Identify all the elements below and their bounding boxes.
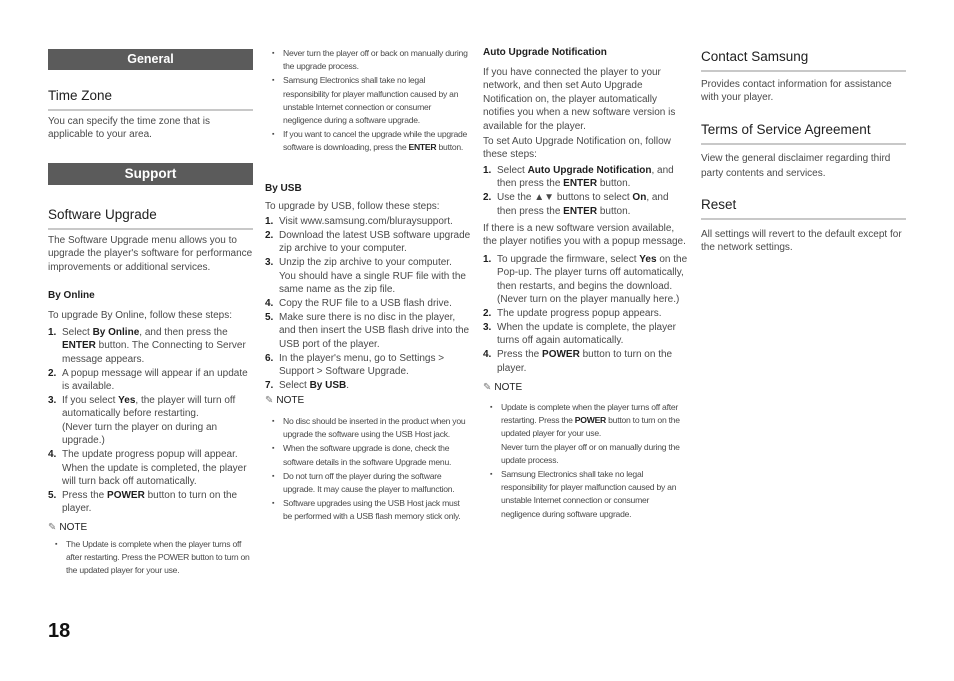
terms-of-service-body: View the general disclaimer regarding third party contents and services. <box>701 153 891 179</box>
bullet-icon: ▪ <box>490 404 493 411</box>
heading-software-upgrade: Software Upgrade <box>48 207 253 230</box>
list-item: 2. A popup message will appear if an update is available. <box>48 367 248 393</box>
note-heading: ✎ NOTE <box>483 382 523 393</box>
heading-reset: Reset <box>701 197 906 220</box>
list-item: ▪ Samsung Electronics shall take no legal responsibility for player malfunction caused by an unstable Internet connection or consumer negligence during a software upgrade. <box>272 75 459 126</box>
heading-auto-upgrade-notification: Auto Upgrade Notification <box>483 47 607 58</box>
pencil-icon: ✎ <box>265 395 274 406</box>
list-item: ▪ Software upgrades using the USB Host jack must be performed with a USB flash memory stick only. <box>272 498 461 522</box>
software-upgrade-body: The Software Upgrade menu allows you to upgrade the player's software for performance improvements or additional services. <box>48 235 253 273</box>
subheading-by-usb: By USB <box>265 183 302 194</box>
auto-upgrade-steps <box>483 164 689 219</box>
bullet-icon: ▪ <box>272 131 275 139</box>
list-item: ▪ Samsung Electronics shall take no legal responsibility for player malfunction caused by an unstable Internet connection or consumer negligence during software upgrade. <box>490 469 677 519</box>
time-zone-body: You can specify the time zone that is applicable to your area. <box>48 116 210 141</box>
list-item: 3. Unzip the zip archive to your computer. You should have a single RUF file with the same name as the zip file. <box>265 257 466 296</box>
by-usb-steps <box>265 215 471 393</box>
popup-intro: If there is a new software version available, the player notifies you with a popup message. <box>483 223 686 248</box>
list-item: 3. When the update is complete, the player turns off again automatically. <box>483 322 676 347</box>
bullet-icon: ▪ <box>272 77 275 85</box>
list-item: ▪ No disc should be inserted in the product when you upgrade the software using the USB Host jack. <box>272 416 466 440</box>
note-heading: ✎ NOTE <box>48 522 88 533</box>
subheading-by-online: By Online <box>48 290 95 301</box>
list-item: 1. Select Auto Upgrade Notification, and then press the ENTER button. <box>483 165 674 190</box>
bullet-icon: ▪ <box>490 471 493 479</box>
list-item: ▪ When the software upgrade is done, check the software details in the software Upgrade menu. <box>272 443 452 467</box>
contact-samsung-body: Provides contact information for assistance with your player. <box>701 79 892 104</box>
bullet-icon: ▪ <box>272 500 275 508</box>
reset-body: All settings will revert to the default except for the network settings. <box>701 229 902 254</box>
list-item: 2. Use the ▲▼ buttons to select On, and then press the ENTER button. <box>483 192 669 217</box>
auto-upgrade-body: If you have connected the player to your network, and then set Auto Upgrade Notification on, the player automatically notifies you when a new software version is available for the player. <box>483 67 676 132</box>
heading-time-zone: Time Zone <box>48 88 253 111</box>
list-item: ▪ Update is complete when the player turns off after restarting. Press the POWER button to turn on the updated player for your use. Never turn the player off or on manually during the update process. <box>490 402 680 465</box>
list-item: ▪ Do not turn off the player during the software upgrade. It may cause the player to malfunction. <box>272 470 455 495</box>
heading-contact-samsung: Contact Samsung <box>701 49 906 72</box>
by-online-intro: To upgrade By Online, follow these steps: <box>48 310 232 321</box>
list-item: 6. In the player's menu, go to Settings > Support > Software Upgrade. <box>265 352 445 377</box>
list-item: 4. Press the POWER button to turn on the player. <box>483 349 673 374</box>
bullet-icon: ▪ <box>55 541 58 548</box>
list-item: 1. Select By Online, and then press the ENTER button. The Connecting to Server message appears. <box>48 327 246 365</box>
pencil-icon: ✎ <box>483 382 492 393</box>
list-item: 1. Visit www.samsung.com/bluraysupport. <box>265 216 453 227</box>
list-item: 4. Copy the RUF file to a USB flash drive. <box>265 297 452 309</box>
note-list <box>265 415 470 525</box>
section-bar-general: General <box>48 49 253 70</box>
section-bar-support: Support <box>48 163 253 185</box>
bullet-icon: ▪ <box>272 50 275 57</box>
by-usb-intro: To upgrade by USB, follow these steps: <box>265 201 440 212</box>
heading-terms-of-service: Terms of Service Agreement <box>701 122 906 145</box>
note-list <box>48 538 253 579</box>
list-item: 5. Press the POWER button to turn on the player. <box>48 489 238 515</box>
by-online-steps <box>48 326 253 516</box>
list-item: 2. The update progress popup appears. <box>483 308 662 320</box>
list-item: 7. Select By USB. <box>265 379 350 391</box>
note-list-top <box>265 47 470 156</box>
pencil-icon: ✎ <box>48 522 57 533</box>
list-item: 3. If you select Yes, the player will turn off automatically before restarting. (Never turn the player on during an upgrade.) <box>48 395 236 447</box>
bullet-icon: ▪ <box>272 472 275 480</box>
list-item: 1. To upgrade the firmware, select Yes on the Pop-up. The player turns off automatically, then restarts, and begins the download. (Never turn on the player manually here.) <box>483 254 688 306</box>
note-list <box>483 401 689 522</box>
note-heading: ✎ NOTE <box>265 395 305 406</box>
list-item: ▪ Never turn the player off or back on manually during the upgrade process. <box>272 48 468 72</box>
list-item: 4. The update progress popup will appear. When the update is completed, the player will turn back off automatically. <box>48 449 247 487</box>
list-item: ▪ If you want to cancel the upgrade while the upgrade software is downloading, press the ENTER button. <box>272 129 468 153</box>
bullet-icon: ▪ <box>272 445 275 453</box>
page-number: 18 <box>48 620 71 642</box>
list-item: 5. Make sure there is no disc in the player, and then insert the USB flash drive into the USB port of the player. <box>265 311 470 350</box>
bullet-icon: ▪ <box>272 418 275 425</box>
firmware-steps <box>483 253 689 376</box>
auto-upgrade-intro: To set Auto Upgrade Notification on, follow these steps: <box>483 136 671 161</box>
list-item: 2. Download the latest USB software upgrade zip archive to your computer. <box>265 229 471 255</box>
list-item: ▪ The Update is complete when the player turns off after restarting. Press the POWER button to turn on the updated player for your use. <box>55 539 250 576</box>
